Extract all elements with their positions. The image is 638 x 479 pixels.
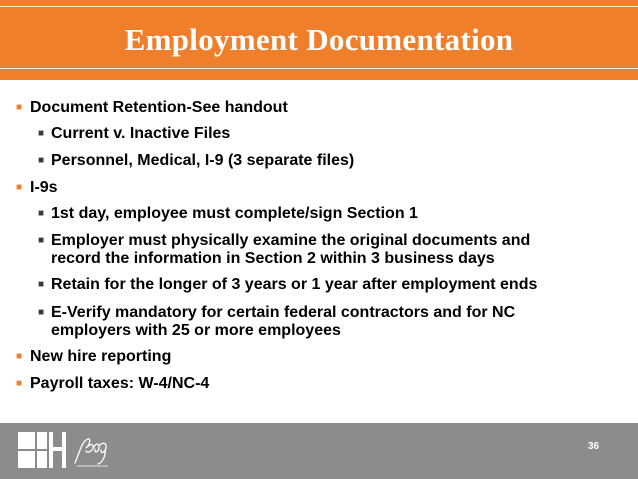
square-bullet-icon: ■ — [16, 182, 23, 193]
bullet-text: I-9s — [30, 179, 58, 196]
list-item — [38, 303, 515, 340]
bullet-text: Current v. Inactive Files — [51, 125, 231, 142]
list-item — [38, 275, 537, 295]
bullet-text: Personnel, Medical, I-9 (3 separate files) — [51, 152, 355, 169]
square-bullet-icon: ■ — [38, 128, 45, 139]
bullet-text: 1st day, employee must complete/sign Section 1 — [51, 205, 418, 222]
bullet-text: Payroll taxes: W-4/NC-4 — [30, 375, 210, 392]
bullet-line: E-Verify mandatory for certain federal contractors and for NC — [51, 304, 516, 321]
bullet-text — [51, 303, 515, 340]
square-bullet-icon: ■ — [38, 235, 45, 246]
bullet-line: employers with 25 or more employees — [51, 322, 341, 339]
list-item — [16, 178, 58, 198]
list-item — [38, 204, 418, 224]
bullet-line: record the information in Section 2 within 3 business days — [51, 250, 495, 267]
title-bar — [0, 0, 638, 80]
square-bullet-icon: ■ — [16, 351, 23, 362]
list-item — [16, 347, 171, 367]
square-bullet-icon: ■ — [16, 102, 23, 113]
bullet-text — [51, 231, 530, 268]
list-item — [16, 98, 288, 118]
square-bullet-icon: ■ — [38, 155, 45, 166]
bullet-text: New hire reporting — [30, 348, 172, 365]
bullet-text: Document Retention-See handout — [30, 99, 288, 116]
square-bullet-icon: ■ — [38, 307, 45, 318]
bullet-line: Employer must physically examine the original documents and — [51, 232, 531, 249]
list-item — [16, 374, 209, 394]
list-item — [38, 151, 354, 171]
slide-title: Employment Documentation — [124, 22, 514, 57]
square-bullet-icon: ■ — [38, 208, 45, 219]
square-bullet-icon: ■ — [16, 378, 23, 389]
page-number: 36 — [588, 441, 600, 452]
h-logo-icon — [18, 432, 70, 470]
list-item — [38, 124, 230, 144]
square-bullet-icon: ■ — [38, 279, 45, 290]
footer-bar — [0, 423, 638, 479]
list-item — [38, 231, 530, 268]
signature-logo-icon — [72, 433, 114, 469]
bullet-text: Retain for the longer of 3 years or 1 year after employment ends — [51, 276, 538, 293]
